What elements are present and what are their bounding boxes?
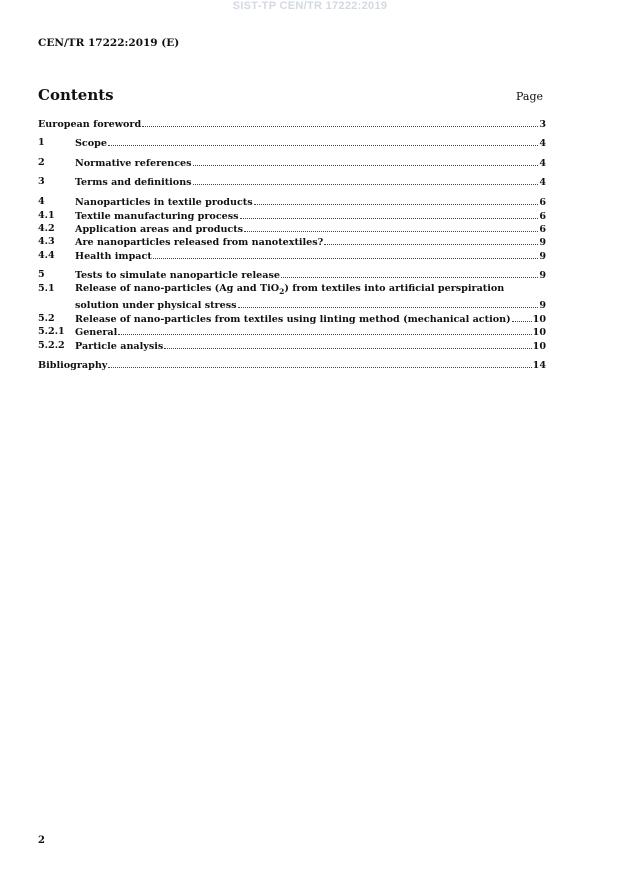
toc-entry-5-1-line1[interactable] [38,282,546,295]
toc-entry-normative-references[interactable] [38,156,546,169]
toc-entry-number: 4.1 [38,210,55,221]
toc-entry-5-1-line2[interactable] [38,298,546,311]
toc-entry-5-2-2[interactable] [38,339,546,352]
toc-entry-title: General [75,327,118,338]
toc-entry-number: 5.1 [38,283,55,294]
toc-entry-foreword[interactable] [38,117,546,130]
toc-entry-title: Textile manufacturing process [75,211,239,222]
leader-dots [193,175,539,185]
toc-entry-page: 9 [539,300,546,311]
toc-entry-title: European foreword [38,119,142,130]
toc-entry-title: Release of nano-particles (Ag and TiO$_2$) from textiles into artificial perspiration [75,283,505,296]
toc-entry-page: 6 [539,197,546,208]
toc-entry-title: Scope [75,138,107,149]
toc-entry-nanoparticles[interactable] [38,195,546,208]
page-column-label: Page [516,90,544,103]
leader-dots [193,156,539,166]
leader-dots [244,222,538,232]
toc-entry-page: 10 [532,314,546,325]
toc-entry-4-2[interactable] [38,222,546,235]
toc-entry-page: 4 [539,177,546,188]
toc-entry-page: 3 [539,119,546,130]
leader-dots [324,235,538,245]
leader-dots [238,298,539,308]
toc-entry-title: Are nanoparticles released from nanotextiles? [75,237,324,248]
toc-entry-title: Normative references [75,158,192,169]
toc-entry-number: 3 [38,176,45,187]
toc-entry-title: Application areas and products [75,224,244,235]
toc-entry-title: Bibliography [38,360,108,371]
toc-entry-page: 9 [539,237,546,248]
toc-entry-scope[interactable] [38,136,546,149]
toc-entry-title: Release of nano-particles from textiles using linting method (mechanical action) [75,314,511,325]
leader-dots [118,325,531,335]
toc-entry-page: 6 [539,224,546,235]
toc-entry-number: 5.2 [38,313,55,324]
toc-entry-number: 2 [38,157,45,168]
toc-entry-tests[interactable] [38,268,546,281]
leader-dots [281,268,538,278]
toc-entry-4-3[interactable] [38,235,546,248]
toc-entry-title: Health impact [75,251,152,262]
toc-entry-5-2[interactable] [38,312,546,325]
toc-entry-page: 6 [539,211,546,222]
leader-dots [254,195,539,205]
toc-entry-number: 1 [38,137,45,148]
leader-dots [164,339,531,349]
toc-entry-page: 10 [532,327,546,338]
toc-entry-title: Nanoparticles in textile products [75,197,253,208]
toc-entry-number: 4.2 [38,223,55,234]
toc-entry-bibliography[interactable] [38,358,546,371]
toc-entry-title: Terms and definitions [75,177,192,188]
toc-entry-title: Particle analysis [75,341,164,352]
toc-entry-number: 4 [38,196,45,207]
leader-dots [108,136,538,146]
toc-entry-number: 5 [38,269,45,280]
leader-dots [240,209,539,219]
toc-entry-page: 10 [532,341,546,352]
toc-entry-page: 9 [539,270,546,281]
toc-entry-page: 14 [532,360,546,371]
leader-dots [512,312,532,322]
toc-entry-title-continued: solution under physical stress [75,300,237,311]
page-number: 2 [38,835,45,846]
leader-dots [108,358,531,368]
toc-entry-number: 5.2.1 [38,326,65,337]
toc-entry-page: 4 [539,158,546,169]
leader-dots [153,249,539,259]
toc-entry-number: 4.3 [38,236,55,247]
toc-entry-number: 4.4 [38,250,55,261]
toc-entry-4-1[interactable] [38,209,546,222]
toc-entry-4-4[interactable] [38,249,546,262]
toc-entry-page: 9 [539,251,546,262]
document-id: CEN/TR 17222:2019 (E) [38,37,180,49]
toc-entry-terms-and-definitions[interactable] [38,175,546,188]
toc-entry-page: 4 [539,138,546,149]
toc-entry-title: Tests to simulate nanoparticle release [75,270,280,281]
toc-entry-5-2-1[interactable] [38,325,546,338]
toc-entry-number: 5.2.2 [38,340,65,351]
leader-dots [142,117,538,127]
watermark: SIST-TP CEN/TR 17222:2019 [232,0,388,12]
contents-heading: Contents [38,86,114,104]
